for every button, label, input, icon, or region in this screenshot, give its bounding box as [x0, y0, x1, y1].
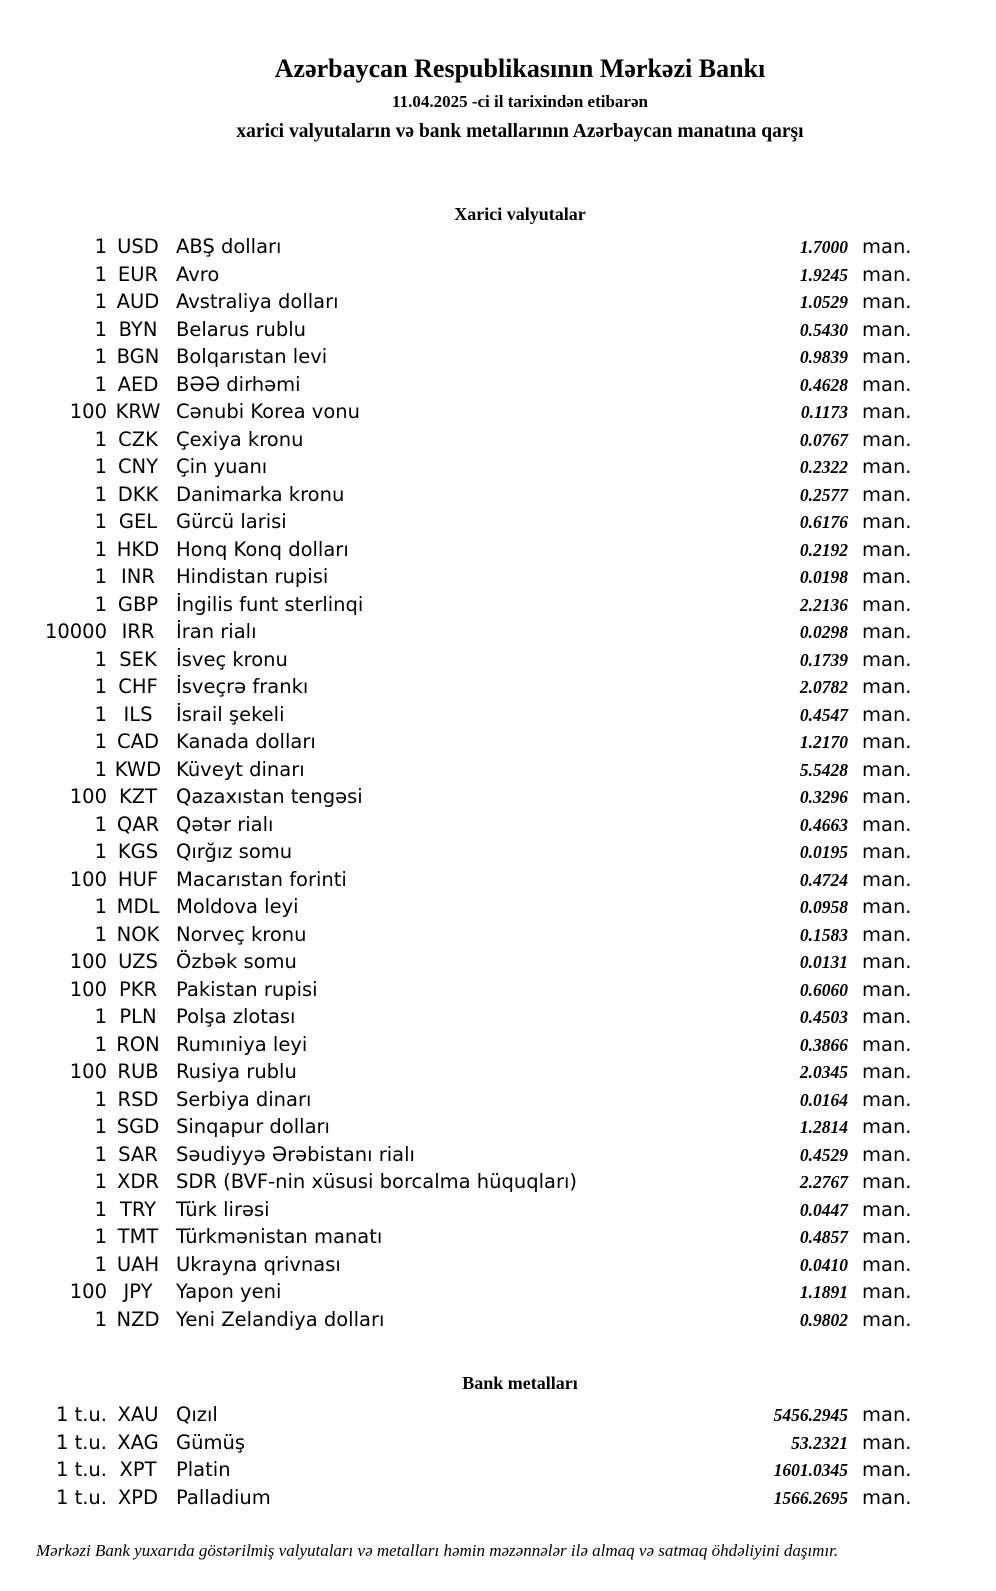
table-row: [0, 371, 996, 399]
currency-code: PKR: [118, 977, 158, 1001]
quantity-value: 1: [94, 1087, 107, 1111]
unit-label: man.: [862, 537, 912, 561]
quantity-value: 1: [94, 1142, 107, 1166]
unit-label: man.: [862, 400, 912, 423]
table-row: [0, 1058, 996, 1086]
table-row: [0, 1278, 996, 1306]
unit-label: man.: [862, 647, 912, 671]
unit-label: man.: [862, 290, 912, 313]
currency-name: Gümüş: [176, 1430, 245, 1454]
table-row: [0, 1196, 996, 1224]
rate-value: 1.2814: [799, 1117, 848, 1137]
quantity-value: 100: [69, 950, 107, 973]
unit-label: man.: [862, 1197, 912, 1221]
unit-label: man.: [862, 455, 912, 478]
rate-value: 1.2170: [799, 732, 848, 752]
unit-label: man.: [862, 345, 912, 368]
table-row: [0, 1168, 996, 1196]
rate-value: 0.9839: [799, 347, 848, 367]
currency-name: Küveyt dinarı: [176, 757, 305, 781]
currency-name: Rusiya rublu: [176, 1060, 297, 1083]
rate-value: 0.0198: [799, 567, 848, 587]
table-row: [0, 921, 996, 949]
rate-value: 0.0298: [799, 622, 848, 642]
currency-name: İngilis funt sterlinqi: [176, 592, 364, 616]
quantity-value: 1 t.u.: [55, 1458, 107, 1481]
currency-code: MDL: [116, 895, 160, 918]
quantity-value: 1: [94, 290, 107, 313]
table-row: [0, 563, 996, 591]
rate-value: 0.0164: [799, 1089, 848, 1110]
table-row: [0, 756, 996, 784]
rate-value: 0.4724: [799, 869, 848, 890]
currency-name: İsveçrə frankı: [176, 675, 309, 698]
unit-label: man.: [862, 1170, 912, 1193]
currency-name: Serbiya dinarı: [176, 1087, 312, 1111]
quantity-value: 10000: [44, 620, 107, 643]
quantity-value: 1: [94, 757, 107, 781]
unit-label: man.: [862, 1005, 912, 1028]
quantity-value: 1: [94, 262, 107, 286]
unit-label: man.: [862, 262, 912, 286]
quantity-value: 1: [94, 592, 107, 616]
quantity-value: 1: [94, 922, 107, 946]
rate-value: 0.6176: [799, 512, 848, 532]
quantity-value: 1: [94, 702, 107, 726]
table-row: [0, 1251, 996, 1279]
quantity-value: 1: [94, 730, 107, 753]
currency-name: Qətər rialı: [176, 812, 274, 836]
rate-value: 0.2192: [799, 539, 848, 560]
currency-name: Qazaxıstan tengəsi: [176, 785, 363, 808]
unit-label: man.: [862, 1458, 912, 1481]
unit-label: man.: [862, 1060, 912, 1083]
table-row: [0, 701, 996, 729]
currency-name: Çexiya kronu: [176, 427, 304, 451]
rate-value: 0.3866: [799, 1034, 848, 1055]
currency-code: CAD: [117, 730, 159, 753]
currency-code: TMT: [117, 1225, 159, 1248]
quantity-value: 1: [94, 1252, 107, 1276]
rate-value: 0.2577: [799, 484, 848, 505]
currency-name: Sinqapur dolları: [176, 1115, 330, 1138]
unit-label: man.: [862, 1280, 912, 1303]
quantity-value: 1: [94, 812, 107, 836]
unit-label: man.: [862, 510, 912, 533]
unit-label: man.: [862, 1307, 912, 1331]
rate-value: 0.1173: [800, 402, 848, 422]
currency-code: TRY: [119, 1197, 157, 1221]
currency-code: GEL: [118, 510, 158, 533]
rate-value: 1.1891: [799, 1282, 848, 1302]
quantity-value: 100: [69, 1280, 107, 1303]
currency-code: KRW: [115, 400, 161, 423]
currency-table: [0, 233, 996, 1333]
currency-name: Avstraliya dolları: [176, 290, 339, 313]
table-row: [0, 426, 996, 454]
unit-label: man.: [862, 757, 912, 781]
quantity-value: 1: [94, 427, 107, 451]
unit-label: man.: [862, 785, 912, 808]
currency-code: HKD: [116, 537, 160, 561]
table-row: [0, 481, 996, 509]
unit-label: man.: [862, 372, 912, 396]
currency-name: Polşa zlotası: [176, 1005, 296, 1028]
table-row: [0, 261, 996, 289]
unit-label: man.: [862, 620, 912, 643]
currency-name: ABŞ dolları: [176, 235, 282, 258]
currency-name: İsrail şekeli: [176, 702, 285, 726]
unit-label: man.: [862, 1032, 912, 1056]
rate-value: 0.6060: [799, 979, 848, 1000]
rate-value: 1.0529: [799, 292, 848, 312]
table-row: [0, 1031, 996, 1059]
unit-label: man.: [862, 1485, 912, 1509]
quantity-value: 1: [94, 235, 107, 258]
currency-code: XAG: [117, 1430, 159, 1454]
currency-code: KGS: [117, 840, 159, 863]
rate-value: 0.4547: [799, 704, 848, 725]
quantity-value: 1 t.u.: [55, 1403, 107, 1426]
currency-name: Türkmənistan manatı: [176, 1225, 383, 1248]
currency-code: SEK: [119, 647, 157, 671]
table-row: [0, 1401, 996, 1429]
quantity-value: 1: [94, 840, 107, 863]
disclaimer: Mərkəzi Bank yuxarıda göstərilmiş valyutaları və metalları həmin məzənnələr ilə almaq və satmaq öhdəliyini daşımır.: [36, 1541, 839, 1560]
table-row: [0, 1223, 996, 1251]
unit-label: man.: [862, 427, 912, 451]
rate-value: 0.4663: [799, 814, 848, 835]
table-row: [0, 1306, 996, 1334]
rate-value: 0.4503: [799, 1007, 848, 1027]
table-row: [0, 343, 996, 371]
currency-code: NOK: [116, 922, 160, 946]
currency-code: USD: [117, 235, 159, 258]
table-row: [0, 453, 996, 481]
table-row: [0, 1113, 996, 1141]
unit-label: man.: [862, 840, 912, 863]
quantity-value: 1: [94, 537, 107, 561]
table-row: [0, 976, 996, 1004]
currency-code: RSD: [117, 1087, 159, 1111]
rate-value: 0.0195: [799, 842, 848, 862]
quantity-value: 1: [94, 455, 107, 478]
table-row: [0, 1484, 996, 1512]
table-row: [0, 288, 996, 316]
currency-code: CNY: [117, 455, 159, 478]
quantity-value: 1: [94, 345, 107, 368]
quantity-value: 1: [94, 1032, 107, 1056]
rate-value: 0.0958: [799, 897, 848, 917]
currency-code: UAH: [116, 1252, 160, 1276]
currency-name: İsveç kronu: [176, 647, 288, 671]
currency-name: Honq Konq dolları: [176, 537, 349, 561]
unit-label: man.: [862, 1225, 912, 1248]
currency-code: RUB: [117, 1060, 159, 1083]
currency-name: Yeni Zelandiya dolları: [176, 1307, 385, 1331]
currency-code: XDR: [117, 1170, 159, 1193]
rate-value: 0.3296: [799, 787, 848, 807]
rate-value: 1566.2695: [773, 1487, 848, 1508]
unit-label: man.: [862, 702, 912, 726]
table-row: [0, 1003, 996, 1031]
unit-label: man.: [862, 1115, 912, 1138]
quantity-value: 1: [94, 1225, 107, 1248]
currency-name: Hindistan rupisi: [176, 565, 329, 588]
currency-name: Səudiyyə Ərəbistanı rialı: [176, 1142, 415, 1166]
currency-code: BYN: [118, 317, 158, 341]
quantity-value: 1: [94, 1197, 107, 1221]
currency-name: Pakistan rupisi: [176, 977, 318, 1001]
currency-name: İran rialı: [176, 620, 257, 643]
currency-name: Kanada dolları: [176, 730, 316, 753]
rate-value: 2.2767: [799, 1172, 848, 1192]
currency-code: JPY: [123, 1280, 153, 1303]
quantity-value: 1: [94, 1115, 107, 1138]
currency-code: PLN: [119, 1005, 157, 1028]
rate-value: 0.0131: [799, 952, 848, 972]
quantity-value: 1: [94, 675, 107, 698]
quantity-value: 100: [69, 785, 107, 808]
quantity-value: 100: [69, 977, 107, 1001]
table-row: [0, 866, 996, 894]
unit-label: man.: [862, 565, 912, 588]
currency-name: Türk lirəsi: [176, 1197, 270, 1221]
table-row: [0, 811, 996, 839]
unit-label: man.: [862, 317, 912, 341]
quantity-value: 100: [69, 1060, 107, 1083]
currency-code: XPT: [119, 1458, 157, 1481]
currency-name: Platin: [176, 1458, 231, 1481]
rate-value: 0.9802: [799, 1309, 848, 1330]
subtitle: xarici valyutaların və bank metallarının Azərbaycan manatına qarşı: [236, 121, 804, 142]
currency-code: SAR: [118, 1142, 158, 1166]
currency-code: IRR: [121, 620, 155, 643]
unit-label: man.: [862, 950, 912, 973]
rate-value: 0.2322: [799, 457, 848, 477]
effective-date: 11.04.2025 -ci il tarixindən etibarən: [392, 92, 648, 111]
table-row: [0, 233, 996, 261]
rate-value: 2.0782: [799, 677, 848, 697]
currency-name: Çin yuanı: [176, 455, 268, 478]
bank-title: Azərbaycan Respublikasının Mərkəzi Bankı: [274, 54, 766, 83]
currency-code: UZS: [118, 950, 158, 973]
currency-name: Avro: [176, 262, 220, 286]
quantity-value: 1 t.u.: [55, 1430, 107, 1454]
metals-table: [0, 1401, 996, 1511]
rate-value: 0.4857: [799, 1227, 848, 1247]
table-row: [0, 1429, 996, 1457]
currency-code: QAR: [116, 812, 160, 836]
quantity-value: 100: [69, 867, 107, 891]
currency-code: AED: [117, 372, 159, 396]
rate-value: 0.1583: [799, 924, 848, 945]
rate-value: 2.2136: [799, 594, 848, 615]
quantity-value: 1: [94, 482, 107, 506]
rate-value: 0.4628: [799, 374, 848, 395]
table-row: [0, 618, 996, 646]
unit-label: man.: [862, 730, 912, 753]
unit-label: man.: [862, 922, 912, 946]
currency-code: EUR: [117, 262, 159, 286]
currency-code: AUD: [116, 290, 160, 313]
quantity-value: 100: [69, 400, 107, 423]
quantity-value: 1: [94, 1170, 107, 1193]
table-row: [0, 1141, 996, 1169]
quantity-value: 1: [94, 510, 107, 533]
table-row: [0, 536, 996, 564]
currency-code: ILS: [123, 702, 153, 726]
currency-name: Macarıstan forinti: [176, 867, 347, 891]
currency-code: CZK: [118, 427, 158, 451]
currency-code: KZT: [118, 785, 158, 808]
table-row: [0, 948, 996, 976]
table-row: [0, 728, 996, 756]
currency-code: INR: [121, 565, 155, 588]
currency-name: Ukrayna qrivnası: [176, 1252, 341, 1276]
currency-name: Danimarka kronu: [176, 482, 345, 506]
currency-code: BGN: [116, 345, 160, 368]
currency-name: Qızıl: [176, 1403, 218, 1426]
table-row: [0, 1086, 996, 1114]
currency-code: RON: [116, 1032, 160, 1056]
table-row: [0, 591, 996, 619]
unit-label: man.: [862, 867, 912, 891]
table-row: [0, 508, 996, 536]
currency-code: NZD: [116, 1307, 160, 1331]
rate-value: 0.0767: [799, 429, 848, 450]
table-row: [0, 1456, 996, 1484]
table-row: [0, 893, 996, 921]
currency-code: GBP: [117, 592, 159, 616]
currency-name: Qırğız somu: [176, 840, 293, 863]
currency-name: BƏƏ dirhəmi: [176, 372, 301, 396]
unit-label: man.: [862, 1087, 912, 1111]
rate-value: 1.9245: [799, 264, 848, 285]
unit-label: man.: [862, 812, 912, 836]
currency-name: Bolqarıstan levi: [176, 345, 328, 368]
currency-code: XPD: [117, 1485, 159, 1509]
rate-value: 0.1739: [799, 649, 848, 670]
quantity-value: 1: [94, 372, 107, 396]
quantity-value: 1: [94, 1307, 107, 1331]
currency-code: SGD: [116, 1115, 160, 1138]
currency-name: Rumıniya leyi: [176, 1032, 308, 1056]
table-row: [0, 398, 996, 426]
unit-label: man.: [862, 895, 912, 918]
unit-label: man.: [862, 675, 912, 698]
quantity-value: 1: [94, 647, 107, 671]
currency-name: Gürcü larisi: [176, 510, 287, 533]
rate-value: 5.5428: [799, 759, 848, 780]
table-row: [0, 838, 996, 866]
currency-code: XAU: [117, 1403, 159, 1426]
currency-name: Palladium: [176, 1485, 271, 1509]
quantity-value: 1: [94, 895, 107, 918]
currency-code: CHF: [118, 675, 158, 698]
currency-name: SDR (BVF-nin xüsusi borcalma hüquqları): [176, 1170, 578, 1193]
quantity-value: 1: [94, 1005, 107, 1028]
quantity-value: 1 t.u.: [55, 1485, 107, 1509]
rate-value: 0.4529: [799, 1144, 848, 1165]
table-row: [0, 783, 996, 811]
unit-label: man.: [862, 1252, 912, 1276]
unit-label: man.: [862, 592, 912, 616]
rate-value: 53.2321: [791, 1432, 848, 1453]
rate-value: 1601.0345: [773, 1460, 848, 1480]
rate-value: 0.0410: [799, 1254, 848, 1275]
currency-name: Özbək somu: [176, 950, 297, 973]
quantity-value: 1: [94, 317, 107, 341]
table-row: [0, 316, 996, 344]
rate-value: 5456.2945: [773, 1405, 848, 1425]
unit-label: man.: [862, 1142, 912, 1166]
currency-name: Belarus rublu: [176, 317, 307, 341]
currency-name: Norveç kronu: [176, 922, 307, 946]
unit-label: man.: [862, 482, 912, 506]
rate-value: 0.0447: [799, 1199, 848, 1220]
currency-code: HUF: [117, 867, 159, 891]
rate-value: 0.5430: [799, 319, 848, 340]
currency-name: Moldova leyi: [176, 895, 299, 918]
unit-label: man.: [862, 235, 912, 258]
unit-label: man.: [862, 977, 912, 1001]
currency-code: DKK: [117, 482, 159, 506]
rate-value: 1.7000: [799, 237, 848, 257]
section-title-metals: Bank metalları: [462, 1373, 578, 1393]
currency-code: KWD: [114, 757, 162, 781]
table-row: [0, 673, 996, 701]
section-title-currencies: Xarici valyutalar: [454, 204, 586, 224]
currency-name: Cənubi Korea vonu: [176, 400, 360, 423]
unit-label: man.: [862, 1403, 912, 1426]
currency-name: Yapon yeni: [176, 1280, 282, 1303]
unit-label: man.: [862, 1430, 912, 1454]
table-row: [0, 646, 996, 674]
rate-value: 2.0345: [799, 1062, 848, 1082]
quantity-value: 1: [94, 565, 107, 588]
